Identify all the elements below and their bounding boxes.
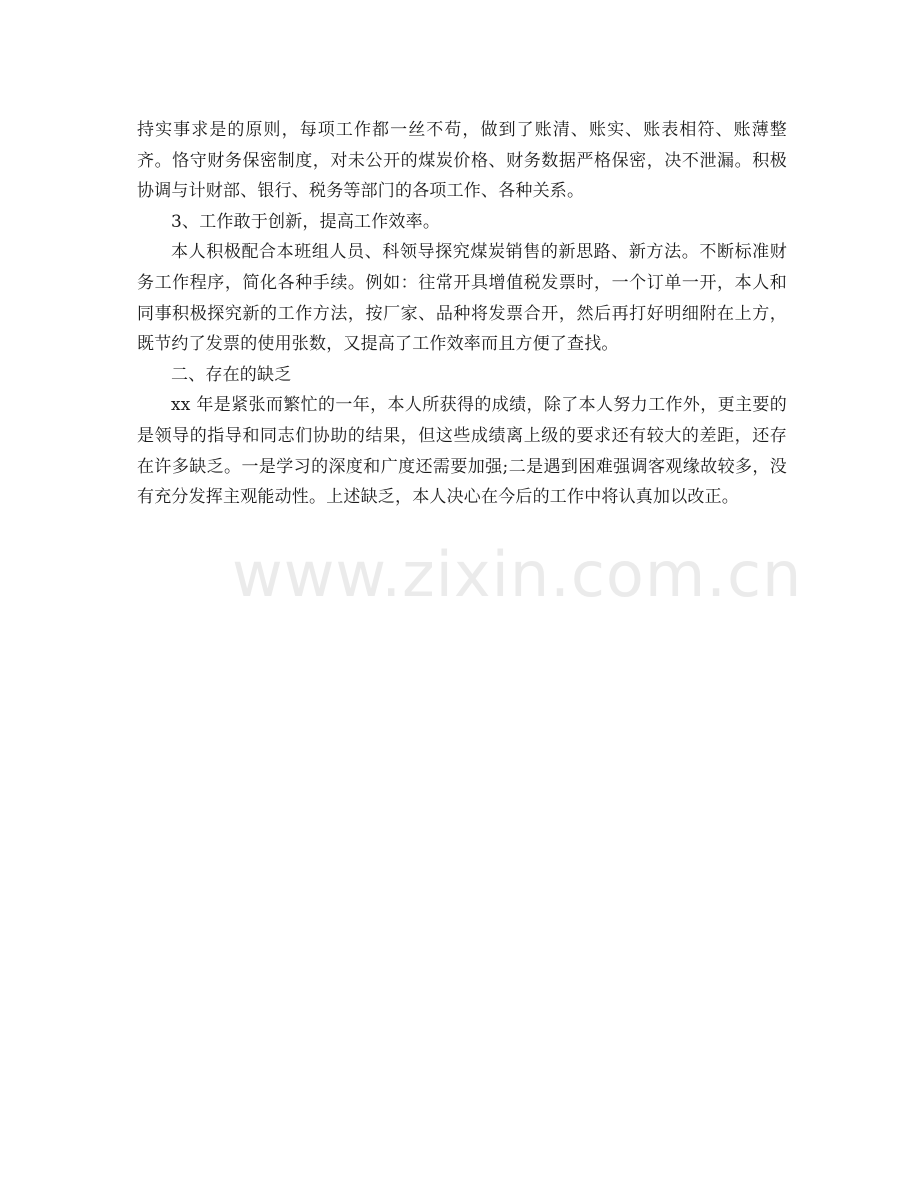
heading-shortcomings: 二、存在的缺乏 <box>171 364 292 385</box>
watermark: www.zixin.com.cn <box>232 538 803 611</box>
paragraph-shortcomings: xx 年是紧张而繁忙的一年，本人所获得的成绩，除了本人努力工作外，更主要的是领导的指导和同志们协助的结果，但这些成绩离上级的要求还有较大的差距，还存在许多缺乏。一是学习的深度和广度还需要加强;二是遇到困难强调客观缘故较多，没有充分发挥主观能动性。上述缺乏，本人决心在今后的工作中将认真加以改正。 <box>137 395 787 508</box>
document-body <box>137 115 787 513</box>
heading-innovation: 3、工作敢于创新，提高工作效率。 <box>171 211 441 232</box>
paragraph-financial-principles: 持实事求是的原则，每项工作都一丝不苟，做到了账清、账实、账表相符、账薄整齐。恪守财务保密制度，对未公开的煤炭价格、财务数据严格保密，决不泄漏。积极协调与计财部、银行、税务等部门的各项工作、各种关系。 <box>137 120 787 202</box>
paragraph-innovation: 本人积极配合本班组人员、科领导探究煤炭销售的新思路、新方法。不断标准财务工作程序，简化各种手续。例如：往常开具增值税发票时，一个订单一开，本人和同事积极探究新的工作方法，按厂家、品种将发票合开，然后再打好明细附在上方，既节约了发票的使用张数，又提高了工作效率而且方便了查找。 <box>137 242 787 355</box>
